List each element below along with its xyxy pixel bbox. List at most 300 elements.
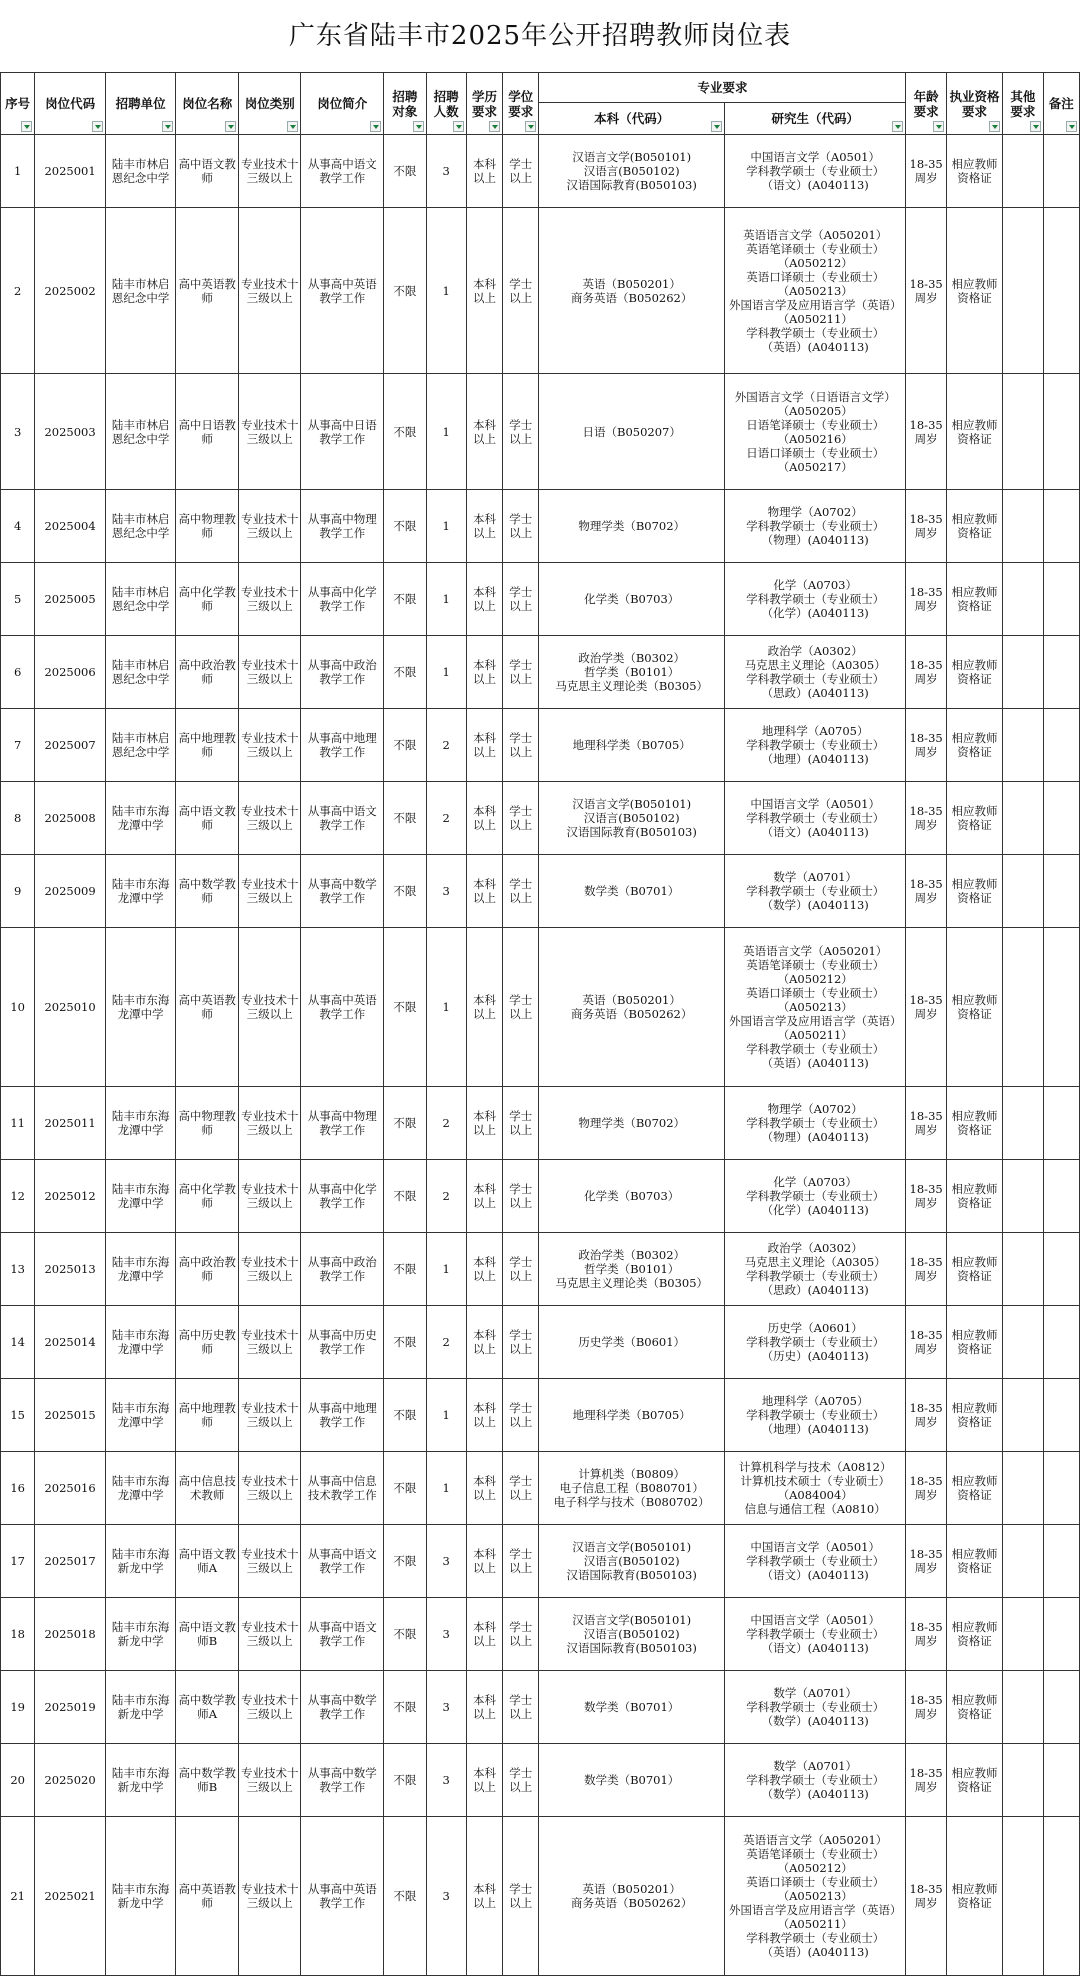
text-line: 信息与通信工程（A0810）: [744, 1502, 886, 1516]
text-line: 汉语言(B050102): [583, 164, 680, 178]
filter-dropdown-icon[interactable]: [370, 121, 381, 132]
cell-code: 2025008: [35, 782, 106, 855]
filter-dropdown-icon[interactable]: [489, 121, 500, 132]
cell-undergrad: [539, 1233, 725, 1306]
text-line: （A050212）: [777, 1861, 853, 1875]
text-line: 英语笔译硕士（专业硕士）: [746, 958, 885, 972]
cell-post: 高中物理教师: [176, 1087, 239, 1160]
table-row: [1, 1452, 1080, 1525]
table-row: [1, 1671, 1080, 1744]
cell-code: 2025002: [35, 208, 106, 374]
cell-degree: 学士以上: [503, 563, 539, 636]
table-row: [1, 636, 1080, 709]
cell-undergrad: [539, 928, 725, 1087]
cell-undergrad: [539, 374, 725, 490]
cell-intro: 从事高中信息技术教学工作: [301, 1452, 384, 1525]
header-category[interactable]: 岗位类别: [238, 73, 301, 135]
text-line: 英语笔译硕士（专业硕士）: [746, 241, 885, 256]
filter-dropdown-icon[interactable]: [162, 121, 173, 132]
cell-category: 专业技术十三级以上: [238, 1452, 301, 1525]
text-line: 汉语言(B050102): [583, 1627, 680, 1641]
text-line: （数学）(A040113): [761, 1714, 869, 1728]
cell-degree: 学士以上: [503, 135, 539, 208]
cell-license: 相应教师资格证: [946, 563, 1002, 636]
cell-unit: 陆丰市林启恩纪念中学: [105, 490, 176, 563]
cell-category: 专业技术十三级以上: [238, 928, 301, 1087]
filter-dropdown-icon[interactable]: [287, 121, 298, 132]
table-row: [1, 1817, 1080, 1976]
text-line: 哲学类（B0101）: [584, 665, 680, 679]
text-line: （英语）(A040113): [761, 1945, 869, 1959]
cell-seq: 5: [1, 563, 35, 636]
cell-age: 18-35周岁: [906, 1817, 946, 1976]
cell-undergrad: [539, 1087, 725, 1160]
cell-degree: 学士以上: [503, 1744, 539, 1817]
cell-remark: [1043, 1452, 1079, 1525]
cell-degree: 学士以上: [503, 374, 539, 490]
cell-age: 18-35周岁: [906, 782, 946, 855]
cell-age: 18-35周岁: [906, 1598, 946, 1671]
text-line: 汉语言(B050102): [583, 811, 680, 825]
filter-dropdown-icon[interactable]: [225, 121, 236, 132]
cell-category: 专业技术十三级以上: [238, 1087, 301, 1160]
cell-unit: 陆丰市东海龙潭中学: [105, 782, 176, 855]
text-line: 中国语言文学（A0501）: [750, 150, 880, 164]
text-line: 计算机技术硕士（专业硕士）: [740, 1474, 890, 1488]
cell-age: 18-35周岁: [906, 1379, 946, 1452]
table-row: [1, 709, 1080, 782]
text-line: 物理学类（B0702）: [578, 1116, 686, 1130]
cell-undergrad: [539, 1160, 725, 1233]
cell-license: 相应教师资格证: [946, 1087, 1002, 1160]
cell-category: 专业技术十三级以上: [238, 1233, 301, 1306]
cell-grad: [724, 374, 906, 490]
cell-age: 18-35周岁: [906, 1306, 946, 1379]
cell-intro: 从事高中化学教学工作: [301, 563, 384, 636]
cell-degree: 学士以上: [503, 490, 539, 563]
text-line: 学科教学硕士（专业硕士）: [746, 164, 885, 178]
cell-age: 18-35周岁: [906, 135, 946, 208]
cell-category: 专业技术十三级以上: [238, 636, 301, 709]
text-line: （化学）(A040113): [761, 606, 869, 620]
cell-license: 相应教师资格证: [946, 135, 1002, 208]
cell-undergrad: [539, 1379, 725, 1452]
page-title: 广东省陆丰市2025年公开招聘教师岗位表: [288, 21, 792, 51]
cell-post: 高中数学教师B: [176, 1744, 239, 1817]
header-undergrad[interactable]: [539, 103, 725, 135]
cell-grad: [724, 1452, 906, 1525]
cell-undergrad: [539, 1817, 725, 1976]
cell-undergrad: [539, 782, 725, 855]
cell-code: 2025014: [35, 1306, 106, 1379]
text-line: 英语口译硕士（专业硕士）: [746, 986, 885, 1000]
cell-degree: 学士以上: [503, 855, 539, 928]
text-line: 本科: [594, 111, 620, 126]
cell-unit: 陆丰市东海新龙中学: [105, 1598, 176, 1671]
header-seq[interactable]: 序号: [1, 73, 35, 135]
cell-license: 相应教师资格证: [946, 1525, 1002, 1598]
table-row: [1, 782, 1080, 855]
cell-edu: 本科以上: [466, 490, 502, 563]
text-line: 商务英语（B050262）: [571, 1896, 693, 1910]
table-row: [1, 563, 1080, 636]
header-target[interactable]: 招聘对象: [384, 73, 426, 135]
cell-target: 不限: [384, 1087, 426, 1160]
cell-remark: [1043, 928, 1079, 1087]
cell-intro: 从事高中数学教学工作: [301, 1671, 384, 1744]
table-row: [1, 1525, 1080, 1598]
cell-degree: 学士以上: [503, 636, 539, 709]
filter-dropdown-icon[interactable]: [413, 121, 424, 132]
cell-age: 18-35周岁: [906, 1671, 946, 1744]
cell-count: 3: [426, 1525, 466, 1598]
cell-grad: [724, 135, 906, 208]
cell-grad: [724, 490, 906, 563]
text-line: （物理）(A040113): [761, 533, 869, 547]
cell-age: 18-35周岁: [906, 1452, 946, 1525]
header-code[interactable]: 岗位代码: [35, 73, 106, 135]
cell-remark: [1043, 1233, 1079, 1306]
cell-degree: 学士以上: [503, 709, 539, 782]
text-line: （地理）(A040113): [761, 752, 869, 766]
cell-post: 高中语文教师: [176, 782, 239, 855]
cell-grad: [724, 1087, 906, 1160]
cell-seq: 10: [1, 928, 35, 1087]
header-post[interactable]: 岗位名称: [176, 73, 239, 135]
cell-other: [1003, 1160, 1043, 1233]
text-line: （地理）(A040113): [761, 1422, 869, 1436]
header-major: 专业要求: [539, 73, 906, 103]
text-line: 学科教学硕士（专业硕士）: [746, 1269, 885, 1283]
cell-code: 2025003: [35, 374, 106, 490]
text-line: 计算机类（B0809）: [578, 1467, 686, 1481]
table-row: [1, 1306, 1080, 1379]
text-line: 化学（A0703）: [773, 578, 857, 592]
text-line: 汉语国际教育(B050103): [566, 1641, 697, 1655]
text-line: 马克思主义理论（A0305）: [744, 1255, 886, 1269]
cell-edu: 本科以上: [466, 1452, 502, 1525]
cell-seq: 13: [1, 1233, 35, 1306]
cell-seq: 3: [1, 374, 35, 490]
text-line: （A050213）: [777, 1889, 853, 1903]
text-line: 学科教学硕士（专业硕士）: [746, 1554, 885, 1568]
cell-post: 高中化学教师: [176, 563, 239, 636]
cell-remark: [1043, 1744, 1079, 1817]
cell-other: [1003, 563, 1043, 636]
cell-edu: 本科以上: [466, 1379, 502, 1452]
cell-post: 高中政治教师: [176, 1233, 239, 1306]
cell-age: 18-35周岁: [906, 374, 946, 490]
cell-degree: 学士以上: [503, 208, 539, 374]
filter-dropdown-icon[interactable]: [1066, 121, 1077, 132]
text-line: 学科教学硕士（专业硕士）: [746, 1116, 885, 1130]
cell-other: [1003, 490, 1043, 563]
cell-remark: [1043, 1087, 1079, 1160]
cell-age: 18-35周岁: [906, 928, 946, 1087]
cell-category: 专业技术十三级以上: [238, 855, 301, 928]
header-degree[interactable]: 学位要求: [503, 73, 539, 135]
cell-code: 2025012: [35, 1160, 106, 1233]
cell-count: 1: [426, 208, 466, 374]
text-line: 物理学类（B0702）: [578, 519, 686, 533]
text-line: 英语（B050201）: [582, 993, 681, 1007]
cell-license: 相应教师资格证: [946, 1817, 1002, 1976]
cell-category: 专业技术十三级以上: [238, 1379, 301, 1452]
table-row: [1, 208, 1080, 374]
text-line: 学科教学硕士（专业硕士）: [746, 1042, 885, 1056]
text-line: 汉语国际教育(B050103): [566, 178, 697, 192]
text-line: 外国语言文学（日语语言文学）（A050205）: [734, 389, 896, 418]
cell-degree: 学士以上: [503, 1598, 539, 1671]
cell-unit: 陆丰市东海龙潭中学: [105, 1379, 176, 1452]
text-line: （语文）(A040113): [761, 1568, 869, 1582]
cell-other: [1003, 855, 1043, 928]
cell-code: 2025019: [35, 1671, 106, 1744]
text-line: （A050213）: [777, 1000, 853, 1014]
cell-target: 不限: [384, 135, 426, 208]
cell-category: 专业技术十三级以上: [238, 709, 301, 782]
cell-count: 1: [426, 1452, 466, 1525]
cell-license: 相应教师资格证: [946, 490, 1002, 563]
cell-age: 18-35周岁: [906, 636, 946, 709]
cell-post: 高中物理教师: [176, 490, 239, 563]
text-line: （A050212）: [777, 255, 853, 270]
text-line: 政治学（A0302）: [767, 1241, 863, 1255]
cell-count: 1: [426, 374, 466, 490]
cell-code: 2025010: [35, 928, 106, 1087]
cell-grad: [724, 1744, 906, 1817]
filter-dropdown-icon[interactable]: [989, 121, 1000, 132]
cell-seq: 18: [1, 1598, 35, 1671]
cell-count: 1: [426, 1379, 466, 1452]
text-line: 地理科学类（B0705）: [572, 1408, 691, 1422]
header-edu[interactable]: 学历要求: [466, 73, 502, 135]
cell-code: 2025005: [35, 563, 106, 636]
header-remark[interactable]: 备注: [1043, 73, 1079, 135]
text-line: 地理科学（A0705）: [761, 724, 869, 738]
cell-code: 2025015: [35, 1379, 106, 1452]
cell-remark: [1043, 1525, 1079, 1598]
text-line: 汉语言文学(B050101): [572, 150, 692, 164]
cell-grad: [724, 1525, 906, 1598]
cell-seq: 11: [1, 1087, 35, 1160]
table-row: [1, 855, 1080, 928]
cell-other: [1003, 208, 1043, 374]
text-line: （代码）: [808, 111, 859, 126]
header-age[interactable]: 年龄要求: [906, 73, 946, 135]
cell-edu: 本科以上: [466, 1525, 502, 1598]
cell-code: 2025007: [35, 709, 106, 782]
cell-other: [1003, 1671, 1043, 1744]
cell-category: 专业技术十三级以上: [238, 374, 301, 490]
cell-license: 相应教师资格证: [946, 374, 1002, 490]
header-count[interactable]: 招聘人数: [426, 73, 466, 135]
cell-license: 相应教师资格证: [946, 1379, 1002, 1452]
cell-post: 高中地理教师: [176, 1379, 239, 1452]
filter-dropdown-icon[interactable]: [21, 121, 32, 132]
text-line: 学科教学硕士（专业硕士）: [746, 1189, 885, 1203]
text-line: 马克思主义理论类（B0305）: [555, 1276, 709, 1290]
cell-count: 3: [426, 1598, 466, 1671]
cell-unit: 陆丰市林启恩纪念中学: [105, 135, 176, 208]
text-line: 汉语国际教育(B050103): [566, 1568, 697, 1582]
cell-unit: 陆丰市林启恩纪念中学: [105, 709, 176, 782]
text-line: 外国语言学及应用语言学（英语）（A050211）: [728, 1014, 902, 1042]
text-line: 外国语言学及应用语言学（英语）（A050211）: [728, 297, 902, 326]
cell-target: 不限: [384, 1452, 426, 1525]
cell-intro: 从事高中日语教学工作: [301, 374, 384, 490]
cell-code: 2025001: [35, 135, 106, 208]
cell-edu: 本科以上: [466, 1306, 502, 1379]
cell-post: 高中地理教师: [176, 709, 239, 782]
cell-unit: 陆丰市东海龙潭中学: [105, 1087, 176, 1160]
cell-target: 不限: [384, 563, 426, 636]
cell-age: 18-35周岁: [906, 1525, 946, 1598]
cell-grad: [724, 636, 906, 709]
text-line: 马克思主义理论（A0305）: [744, 658, 886, 672]
cell-other: [1003, 1233, 1043, 1306]
table-row: [1, 1160, 1080, 1233]
text-line: 哲学类（B0101）: [584, 1262, 680, 1276]
text-line: 学科教学硕士（专业硕士）: [746, 592, 885, 606]
cell-other: [1003, 1306, 1043, 1379]
cell-intro: 从事高中语文教学工作: [301, 1525, 384, 1598]
cell-grad: [724, 1817, 906, 1976]
cell-remark: [1043, 636, 1079, 709]
cell-post: 高中语文教师B: [176, 1598, 239, 1671]
cell-license: 相应教师资格证: [946, 208, 1002, 374]
cell-category: 专业技术十三级以上: [238, 782, 301, 855]
cell-category: 专业技术十三级以上: [238, 1160, 301, 1233]
header-other[interactable]: 其他要求: [1003, 73, 1043, 135]
cell-code: 2025021: [35, 1817, 106, 1976]
cell-grad: [724, 855, 906, 928]
filter-dropdown-icon[interactable]: [453, 121, 464, 132]
cell-intro: 从事高中政治教学工作: [301, 636, 384, 709]
cell-post: 高中政治教师: [176, 636, 239, 709]
cell-intro: 从事高中数学教学工作: [301, 1744, 384, 1817]
cell-undergrad: [539, 563, 725, 636]
filter-dropdown-icon[interactable]: [92, 121, 103, 132]
header-intro[interactable]: 岗位简介: [301, 73, 384, 135]
cell-seq: 14: [1, 1306, 35, 1379]
filter-dropdown-icon[interactable]: [525, 121, 536, 132]
cell-grad: [724, 1379, 906, 1452]
text-line: （化学）(A040113): [761, 1203, 869, 1217]
cell-license: 相应教师资格证: [946, 1306, 1002, 1379]
cell-degree: 学士以上: [503, 1817, 539, 1976]
cell-seq: 8: [1, 782, 35, 855]
cell-seq: 16: [1, 1452, 35, 1525]
text-line: 数学类（B0701）: [584, 884, 680, 898]
cell-target: 不限: [384, 1744, 426, 1817]
header-grad[interactable]: [724, 103, 906, 135]
cell-post: 高中化学教师: [176, 1160, 239, 1233]
text-line: 数学（A0701）: [773, 870, 857, 884]
cell-target: 不限: [384, 374, 426, 490]
cell-seq: 1: [1, 135, 35, 208]
cell-edu: 本科以上: [466, 855, 502, 928]
table-row: [1, 928, 1080, 1087]
cell-seq: 20: [1, 1744, 35, 1817]
cell-edu: 本科以上: [466, 1744, 502, 1817]
cell-unit: 陆丰市东海新龙中学: [105, 1671, 176, 1744]
cell-count: 1: [426, 636, 466, 709]
text-line: 研究生: [771, 111, 809, 126]
cell-count: 2: [426, 1160, 466, 1233]
filter-dropdown-icon[interactable]: [933, 121, 944, 132]
cell-unit: 陆丰市东海龙潭中学: [105, 1160, 176, 1233]
cell-remark: [1043, 208, 1079, 374]
text-line: 外国语言学及应用语言学（英语）（A050211）: [728, 1903, 902, 1931]
cell-age: 18-35周岁: [906, 1233, 946, 1306]
cell-post: 高中英语教师: [176, 928, 239, 1087]
cell-undergrad: [539, 208, 725, 374]
text-line: 英语笔译硕士（专业硕士）: [746, 1847, 885, 1861]
header-unit[interactable]: 招聘单位: [105, 73, 176, 135]
cell-intro: 从事高中英语教学工作: [301, 928, 384, 1087]
cell-code: 2025011: [35, 1087, 106, 1160]
cell-target: 不限: [384, 1306, 426, 1379]
cell-target: 不限: [384, 1525, 426, 1598]
cell-unit: 陆丰市东海新龙中学: [105, 1817, 176, 1976]
cell-license: 相应教师资格证: [946, 1671, 1002, 1744]
cell-degree: 学士以上: [503, 1087, 539, 1160]
text-line: （A084004）: [777, 1488, 853, 1502]
cell-license: 相应教师资格证: [946, 855, 1002, 928]
text-line: 汉语言(B050102): [583, 1554, 680, 1568]
text-line: 政治学类（B0302）: [578, 651, 686, 665]
text-line: （思政）(A040113): [761, 686, 869, 700]
text-line: （英语）(A040113): [761, 339, 869, 354]
cell-unit: 陆丰市东海龙潭中学: [105, 1306, 176, 1379]
cell-undergrad: [539, 1744, 725, 1817]
cell-remark: [1043, 855, 1079, 928]
cell-other: [1003, 135, 1043, 208]
header-license[interactable]: 执业资格要求: [946, 73, 1002, 135]
cell-edu: 本科以上: [466, 208, 502, 374]
cell-grad: [724, 563, 906, 636]
text-line: 中国语言文学（A0501）: [750, 1540, 880, 1554]
cell-code: 2025017: [35, 1525, 106, 1598]
cell-seq: 7: [1, 709, 35, 782]
cell-count: 1: [426, 1233, 466, 1306]
filter-dropdown-icon[interactable]: [1030, 121, 1041, 132]
cell-grad: [724, 208, 906, 374]
filter-dropdown-icon[interactable]: [892, 121, 903, 132]
cell-age: 18-35周岁: [906, 709, 946, 782]
table-row: [1, 1744, 1080, 1817]
cell-code: 2025016: [35, 1452, 106, 1525]
cell-intro: 从事高中语文教学工作: [301, 782, 384, 855]
cell-grad: [724, 1671, 906, 1744]
cell-unit: 陆丰市林启恩纪念中学: [105, 374, 176, 490]
cell-target: 不限: [384, 636, 426, 709]
cell-target: 不限: [384, 782, 426, 855]
cell-edu: 本科以上: [466, 1598, 502, 1671]
text-line: 英语（B050201）: [582, 276, 681, 291]
cell-unit: 陆丰市东海龙潭中学: [105, 1452, 176, 1525]
filter-dropdown-icon[interactable]: [711, 121, 722, 132]
text-line: 学科教学硕士（专业硕士）: [746, 1335, 885, 1349]
cell-category: 专业技术十三级以上: [238, 1306, 301, 1379]
text-line: （物理）(A040113): [761, 1130, 869, 1144]
cell-intro: 从事高中物理教学工作: [301, 490, 384, 563]
cell-intro: 从事高中地理教学工作: [301, 1379, 384, 1452]
text-line: 学科教学硕士（专业硕士）: [746, 519, 885, 533]
cell-undergrad: [539, 855, 725, 928]
table-row: [1, 135, 1080, 208]
